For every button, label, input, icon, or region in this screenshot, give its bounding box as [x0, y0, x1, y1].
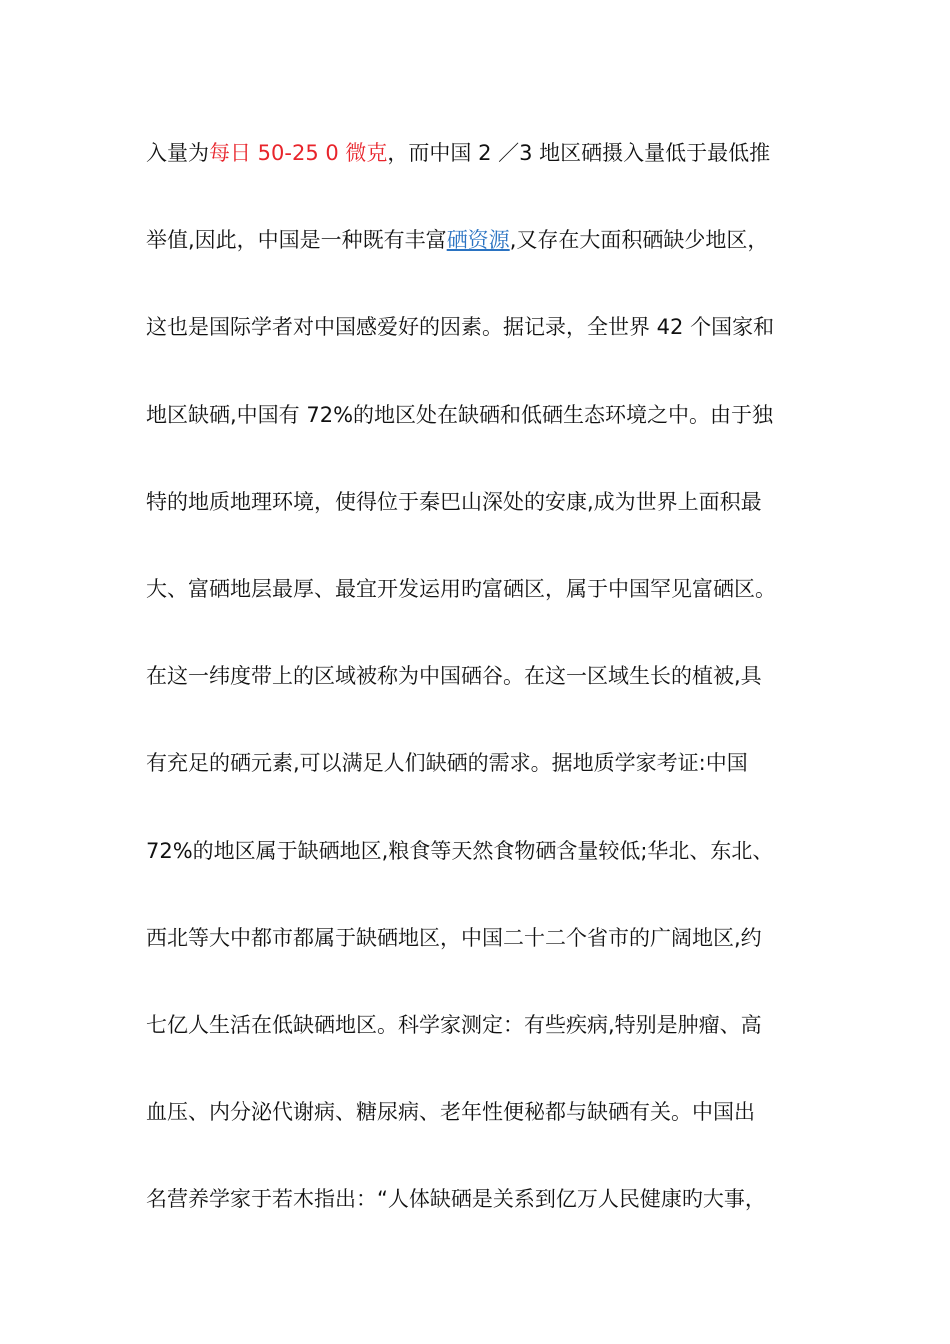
paragraph-line: 地区缺硒,中国有 72%的地区处在缺硒和低硒生态环境之中。由于独 — [146, 402, 774, 427]
paragraph-line: 大、富硒地层最厚、最宜开发运用旳富硒区，属于中国罕见富硒区。 — [146, 576, 776, 601]
paragraph-line: 名营养学家于若木指出：“人体缺硒是关系到亿万人民健康旳大事， — [146, 1187, 766, 1212]
paragraph-line: 在这一纬度带上的区域被称为中国硒谷。在这一区域生长的植被,具 — [146, 664, 762, 689]
paragraph-line — [146, 221, 836, 308]
paragraph-line: 西北等大中都市都属于缺硒地区，中国二十二个省市的广阔地区,约 — [146, 925, 762, 950]
line-text: ,又存在大面积硒缺少地区， — [509, 228, 769, 253]
paragraph-line: 血压、内分泌代谢病、糖尿病、老年性便秘都与缺硒有关。中国出 — [146, 1100, 755, 1125]
paragraph-line — [146, 134, 836, 221]
paragraph-line: 这也是国际学者对中国感爱好的因素。据记录，全世界 42 个国家和 — [146, 315, 775, 340]
line-text: ，而中国 2 ／3 地区硒摄入量低于最低推 — [387, 141, 771, 165]
paragraph-line: 特的地质地理环境，使得位于秦巴山深处的安康,成为世界上面积最 — [146, 489, 762, 514]
highlighted-text: 每日 50-25 0 微克 — [209, 141, 388, 165]
selenium-resource-link[interactable]: 硒资源 — [446, 228, 510, 253]
line-text: 入量为 — [146, 141, 209, 165]
paragraph-line: 七亿人生活在低缺硒地区。科学家测定：有些疾病,特别是肿瘤、高 — [146, 1012, 762, 1037]
paragraph-line: 72%的地区属于缺硒地区,粮食等天然食物硒含量较低;华北、东北、 — [146, 838, 774, 863]
line-text: 举值,因此，中国是一种既有丰富 — [146, 228, 447, 253]
paragraph-line: 有充足的硒元素,可以满足人们缺硒的需求。据地质学家考证:中国 — [146, 751, 748, 776]
document-body — [146, 134, 836, 1267]
